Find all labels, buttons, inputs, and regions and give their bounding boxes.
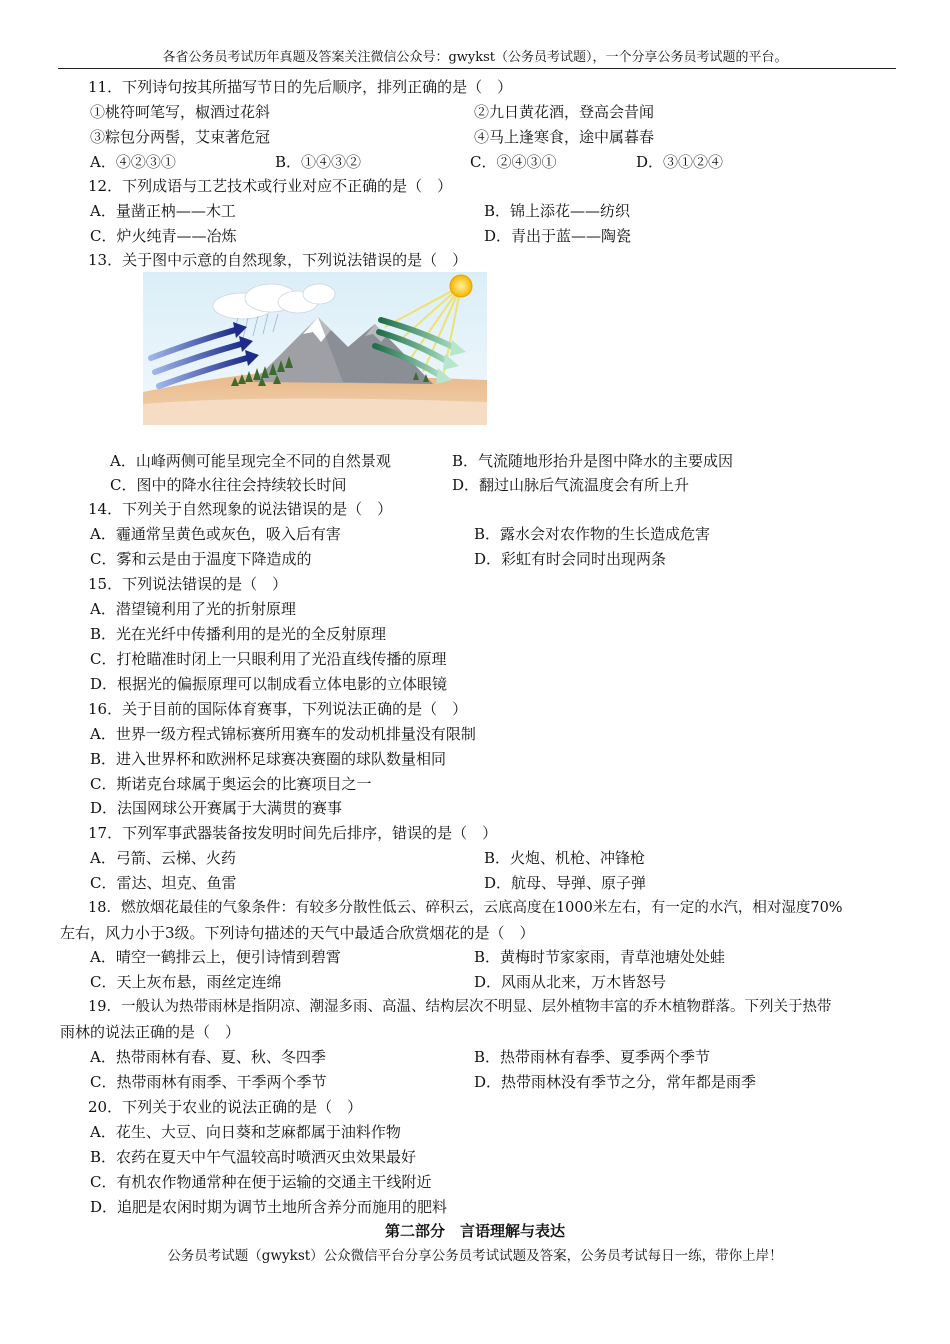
- q16-choice-a[interactable]: A．世界一级方程式锦标赛所用赛车的发动机排量没有限制: [90, 725, 476, 743]
- q13-choice-d[interactable]: D．翻过山脉后气流温度会有所上升: [452, 476, 690, 494]
- q17-choice-a[interactable]: A．弓箭、云梯、火药: [90, 849, 236, 867]
- q12-choice-b[interactable]: B．锦上添花——纺织: [484, 202, 631, 220]
- question-14-stem: 14．下列关于自然现象的说法错误的是（ ）: [88, 500, 393, 518]
- question-11-stem: 11．下列诗句按其所描写节日的先后顺序，排列正确的是（ ）: [88, 78, 513, 96]
- q20-choice-b[interactable]: B．农药在夏天中午气温较高时喷洒灭虫效果最好: [90, 1148, 417, 1166]
- orographic-rain-figure: [143, 272, 487, 425]
- q11-item-3: ③粽包分两髻，艾束著危冠: [90, 128, 271, 146]
- q17-choice-d[interactable]: D．航母、导弹、原子弹: [484, 874, 647, 892]
- q14-choice-b[interactable]: B．露水会对农作物的生长造成危害: [474, 525, 711, 543]
- q17-choice-b[interactable]: B．火炮、机枪、冲锋枪: [484, 849, 646, 867]
- q14-choice-d[interactable]: D．彩虹有时会同时出现两条: [474, 550, 667, 568]
- question-16-stem: 16．关于目前的国际体育赛事，下列说法正确的是（ ）: [88, 700, 468, 718]
- q18-choice-b[interactable]: B．黄梅时节家家雨，青草池塘处处蛙: [474, 948, 726, 966]
- q18-choice-c[interactable]: C．天上灰布悬，雨丝定连绵: [90, 973, 282, 991]
- q14-choice-c[interactable]: C．雾和云是由于温度下降造成的: [90, 550, 312, 568]
- q19-choice-b[interactable]: B．热带雨林有春季、夏季两个季节: [474, 1048, 711, 1066]
- q11-choice-d[interactable]: D．③①②④: [636, 153, 724, 171]
- q12-choice-d[interactable]: D．青出于蓝——陶瓷: [484, 227, 632, 245]
- q16-choice-b[interactable]: B．进入世界杯和欧洲杯足球赛决赛圈的球队数量相同: [90, 750, 447, 768]
- q18-choice-a[interactable]: A．晴空一鹤排云上，便引诗情到碧霄: [90, 948, 341, 966]
- q18-choice-d[interactable]: D．风雨从北来，万木皆怒号: [474, 973, 667, 991]
- q11-item-2: ②九日黄花酒，登高会昔闻: [474, 103, 655, 121]
- q11-choice-b[interactable]: B．①④③②: [275, 153, 362, 171]
- page-footer: 公务员考试题（gwykst）公众微信平台分享公务员考试试题及答案，公务员考试每日一练，带你上岸！: [167, 1248, 783, 1264]
- q19-choice-a[interactable]: A．热带雨林有春、夏、秋、冬四季: [90, 1048, 326, 1066]
- q15-choice-c[interactable]: C．打枪瞄准时闭上一只眼利用了光沿直线传播的原理: [90, 650, 447, 668]
- page-header: 各省公务员考试历年真题及答案关注微信公众号：gwykst（公务员考试题），一个分享公务员考试题的平台。: [162, 50, 788, 65]
- q20-choice-a[interactable]: A．花生、大豆、向日葵和芝麻都属于油料作物: [90, 1123, 401, 1141]
- question-12-stem: 12．下列成语与工艺技术或行业对应不正确的是（ ）: [88, 177, 453, 195]
- q20-choice-c[interactable]: C．有机农作物通常种在便于运输的交通主干线附近: [90, 1173, 432, 1191]
- question-20-stem: 20．下列关于农业的说法正确的是（ ）: [88, 1098, 363, 1116]
- q13-choice-a[interactable]: A．山峰两侧可能呈现完全不同的自然景观: [110, 452, 391, 470]
- q16-choice-c[interactable]: C．斯诺克台球属于奥运会的比赛项目之一: [90, 775, 372, 793]
- q11-choice-c[interactable]: C．②④③①: [470, 153, 557, 171]
- q11-item-4: ④马上逢寒食，途中属暮春: [474, 128, 655, 146]
- q20-choice-d[interactable]: D．追肥是农闲时期为调节土地所含养分而施用的肥料: [90, 1198, 448, 1216]
- q11-choice-a[interactable]: A．④②③①: [90, 153, 176, 171]
- q15-choice-b[interactable]: B．光在光纤中传播利用的是光的全反射原理: [90, 625, 387, 643]
- q12-choice-a[interactable]: A．量凿正枘——木工: [90, 202, 236, 220]
- header-divider: [58, 68, 896, 69]
- q12-choice-c[interactable]: C．炉火纯青——冶炼: [90, 227, 237, 245]
- q15-choice-d[interactable]: D．根据光的偏振原理可以制成看立体电影的立体眼镜: [90, 675, 448, 693]
- q15-choice-a[interactable]: A．潜望镜利用了光的折射原理: [90, 600, 296, 618]
- question-13-stem: 13．关于图中示意的自然现象，下列说法错误的是（ ）: [88, 251, 468, 269]
- q14-choice-a[interactable]: A．霾通常呈黄色或灰色，吸入后有害: [90, 525, 341, 543]
- q19-choice-d[interactable]: D．热带雨林没有季节之分，常年都是雨季: [474, 1073, 757, 1091]
- question-17-stem: 17．下列军事武器装备按发明时间先后排序，错误的是（ ）: [88, 824, 498, 842]
- q11-item-1: ①桃符呵笔写，椒酒过花斜: [90, 103, 271, 121]
- question-18-stem-line2: 左右，风力小于3级。下列诗句描述的天气中最适合欣赏烟花的是（ ）: [60, 924, 535, 942]
- q17-choice-c[interactable]: C．雷达、坦克、鱼雷: [90, 874, 237, 892]
- question-15-stem: 15．下列说法错误的是（ ）: [88, 575, 288, 593]
- q19-choice-c[interactable]: C．热带雨林有雨季、干季两个季节: [90, 1073, 327, 1091]
- question-18-stem-line1: 18．燃放烟花最佳的气象条件：有较多分散性低云、碎积云，云底高度在1000米左右，有一定的水汽，相对湿度70%: [88, 900, 843, 916]
- q16-choice-d[interactable]: D．法国网球公开赛属于大满贯的赛事: [90, 799, 343, 817]
- section-title: 第二部分 言语理解与表达: [384, 1222, 565, 1240]
- question-19-stem-line2: 雨林的说法正确的是（ ）: [60, 1023, 241, 1041]
- q13-choice-c[interactable]: C．图中的降水往往会持续较长时间: [110, 476, 347, 494]
- question-19-stem-line1: 19．一般认为热带雨林是指阴凉、潮湿多雨、高温、结构层次不明显、层外植物丰富的乔木植物群落。下列关于热带: [88, 999, 832, 1015]
- q13-choice-b[interactable]: B．气流随地形抬升是图中降水的主要成因: [452, 452, 734, 470]
